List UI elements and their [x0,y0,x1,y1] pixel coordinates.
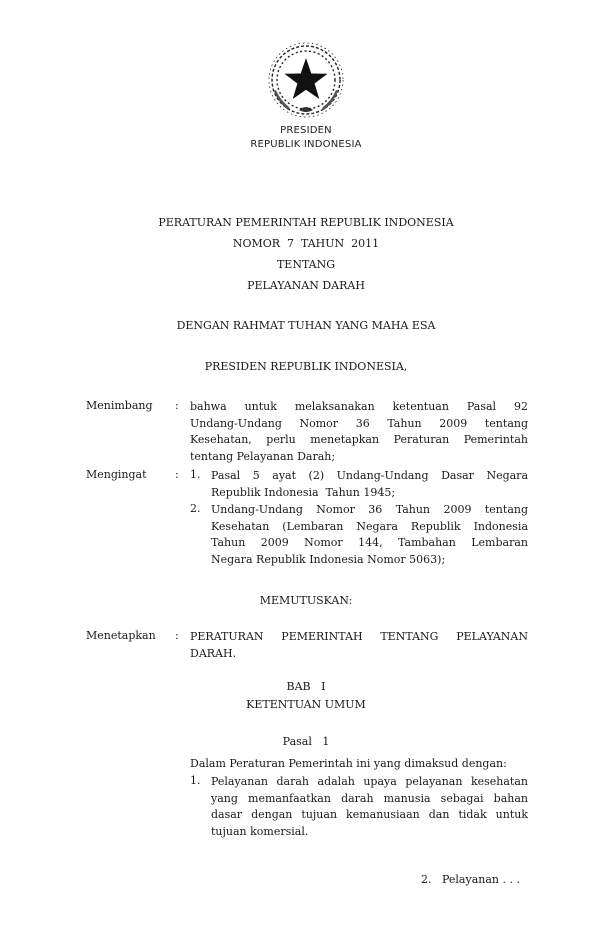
text-line: Undang-Undang Nomor 36 Tahun 2009 tentang [190,416,528,430]
menimbang-colon: : [175,399,179,412]
text-line: PERATURAN PEMERINTAH TENTANG PELAYANAN [190,630,528,643]
preamble-rahmat: DENGAN RAHMAT TUHAN YANG MAHA ESA [176,319,436,332]
pasal-item-number: 1. [190,774,201,787]
mengingat-item-number: 2. [190,502,201,515]
menetapkan-text [190,629,528,662]
title-number: NOMOR 7 TAHUN 2011 [232,237,380,250]
title-regulation: PERATURAN PEMERINTAH REPUBLIK INDONESIA [158,216,454,229]
text-line: Negara Republik Indonesia Nomor 5063); [211,552,446,566]
menimbang-label: Menimbang [86,399,153,412]
text-line: Pasal 5 ayat (2) Undang-Undang Dasar Negara [211,469,528,482]
pasal-intro [190,756,528,773]
pasal-title: Pasal 1 [282,735,330,748]
title-tentang: TENTANG [276,258,336,271]
menetapkan-colon: : [175,629,179,642]
pasal-item [211,774,528,840]
text-line: Dalam Peraturan Pemerintah ini yang dimaksud dengan: [190,757,507,770]
mengingat-colon: : [175,468,179,481]
preamble-presiden: PRESIDEN REPUBLIK INDONESIA, [204,360,408,373]
mengingat-item [211,468,528,501]
text-line: tujuan komersial. [211,824,309,838]
mengingat-item-number: 1. [190,468,201,481]
text-line: dasar dengan tujuan kemanusiaan dan tidak untuk [211,808,528,821]
garuda-emblem-icon [266,40,346,120]
menetapkan-label: Menetapkan [86,629,156,642]
bab-title: KETENTUAN UMUM [246,698,366,711]
header-republik-indonesia: REPUBLIK INDONESIA [250,139,362,150]
text-line: DARAH. [190,646,237,660]
mengingat-label: Mengingat [86,468,147,481]
header-presiden: PRESIDEN [280,125,332,136]
text-line: bahwa untuk melaksanakan ketentuan Pasal 92 [190,400,528,413]
mengingat-item [211,502,528,568]
menimbang-text [190,399,528,465]
text-line: Undang-Undang Nomor 36 Tahun 2009 tentang [211,503,528,516]
bab-number: BAB I [286,680,326,693]
text-line: Pelayanan darah adalah upaya pelayanan kesehatan [211,775,528,788]
page-continuation: 2. Pelayanan . . . [421,873,520,886]
text-line: Kesehatan, perlu menetapkan Peraturan Pemerintah [190,433,528,446]
text-line: yang memanfaatkan darah manusia sebagai bahan [211,791,528,805]
memutuskan-heading: MEMUTUSKAN: [259,594,353,607]
text-line: Republik Indonesia Tahun 1945; [211,485,396,499]
text-line: Tahun 2009 Nomor 144, Tambahan Lembaran [211,536,528,549]
title-subject: PELAYANAN DARAH [247,279,365,292]
text-line: Kesehatan (Lembaran Negara Republik Indonesia [211,519,528,533]
text-line: tentang Pelayanan Darah; [190,449,336,463]
